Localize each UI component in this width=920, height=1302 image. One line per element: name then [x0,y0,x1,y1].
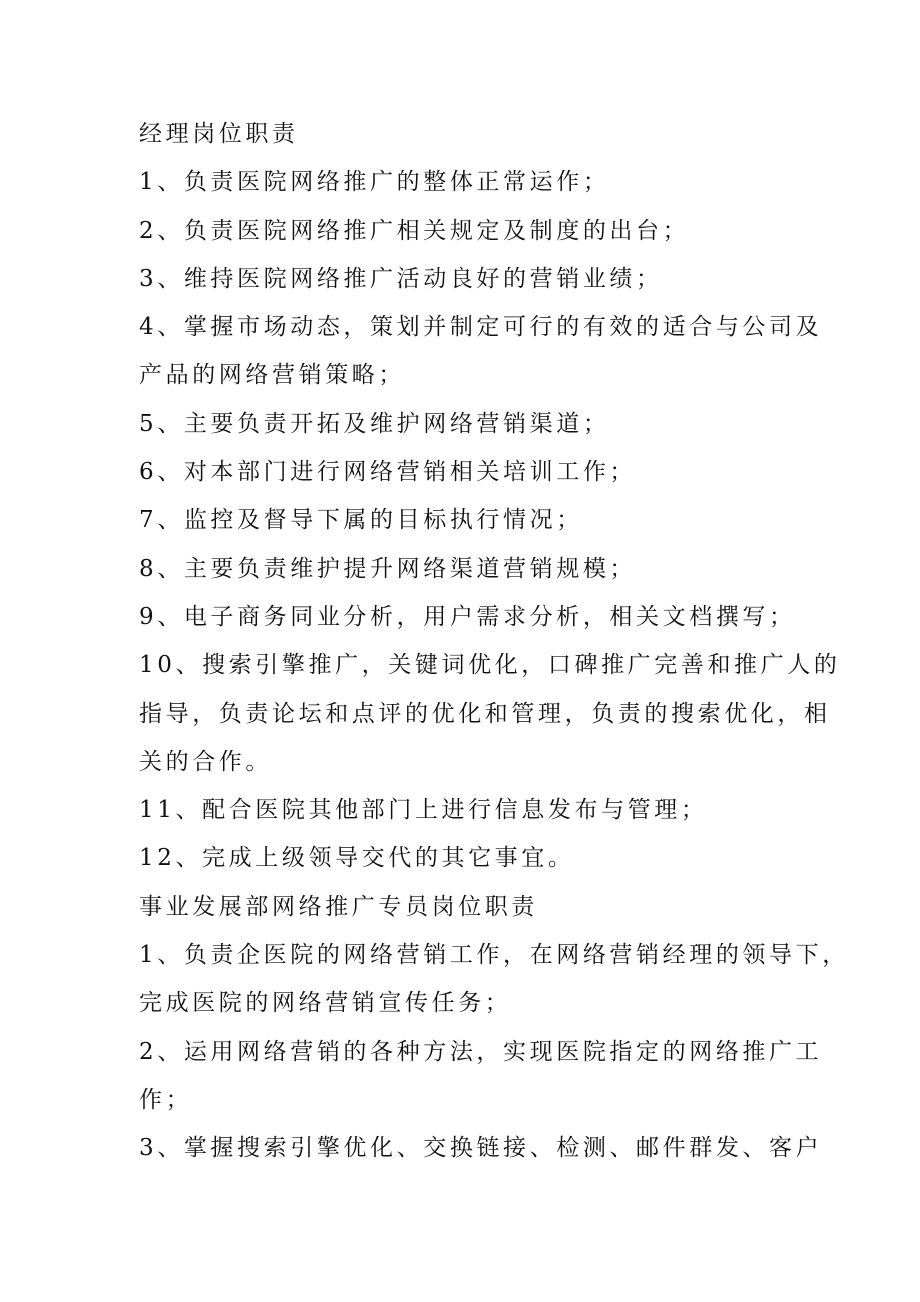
text-line: 6、对本部门进行网络营销相关培训工作； [139,459,637,486]
text-line: 10、搜索引擎推广，关键词优化，口碑推广完善和推广人的 [139,652,841,679]
document-body [139,110,849,1173]
text-line: 8、主要负责维护提升网络渠道营销规模； [139,555,637,582]
text-line: 1、负责医院网络推广的整体正常运作； [139,169,610,196]
text-line: 12、完成上级领导交代的其它事宜。 [139,845,575,872]
text-line: 4、掌握市场动态，策划并制定可行的有效的适合与公司及 [139,314,823,341]
text-line: 指导，负责论坛和点评的优化和管理，负责的搜索优化，相 [139,700,831,727]
text-line: 11、配合医院其他部门上进行信息发布与管理； [139,797,708,824]
text-line: 1、负责企医院的网络营销工作，在网络营销经理的领导下， [139,942,849,969]
text-line: 3、维持医院网络推广活动良好的营销业绩； [139,265,663,292]
text-line: 作； [139,1086,193,1113]
text-line: 2、运用网络营销的各种方法，实现医院指定的网络推广工 [139,1038,823,1065]
section-heading-manager: 经理岗位职责 [139,121,299,147]
text-line: 3、掌握搜索引擎优化、交换链接、检测、邮件群发、客户 [139,1135,823,1162]
section-heading-specialist: 事业发展部网络推广专员岗位职责 [139,893,538,920]
text-line: 关的合作。 [139,748,272,775]
text-line: 完成医院的网络营销宣传任务； [139,990,512,1017]
text-line: 7、监控及督导下属的目标执行情况； [139,507,583,534]
text-line: 产品的网络营销策略； [139,362,405,389]
text-line: 5、主要负责开拓及维护网络营销渠道； [139,410,610,437]
text-line: 9、电子商务同业分析，用户需求分析，相关文档撰写； [139,603,796,630]
text-line: 2、负责医院网络推广相关规定及制度的出台； [139,217,690,244]
